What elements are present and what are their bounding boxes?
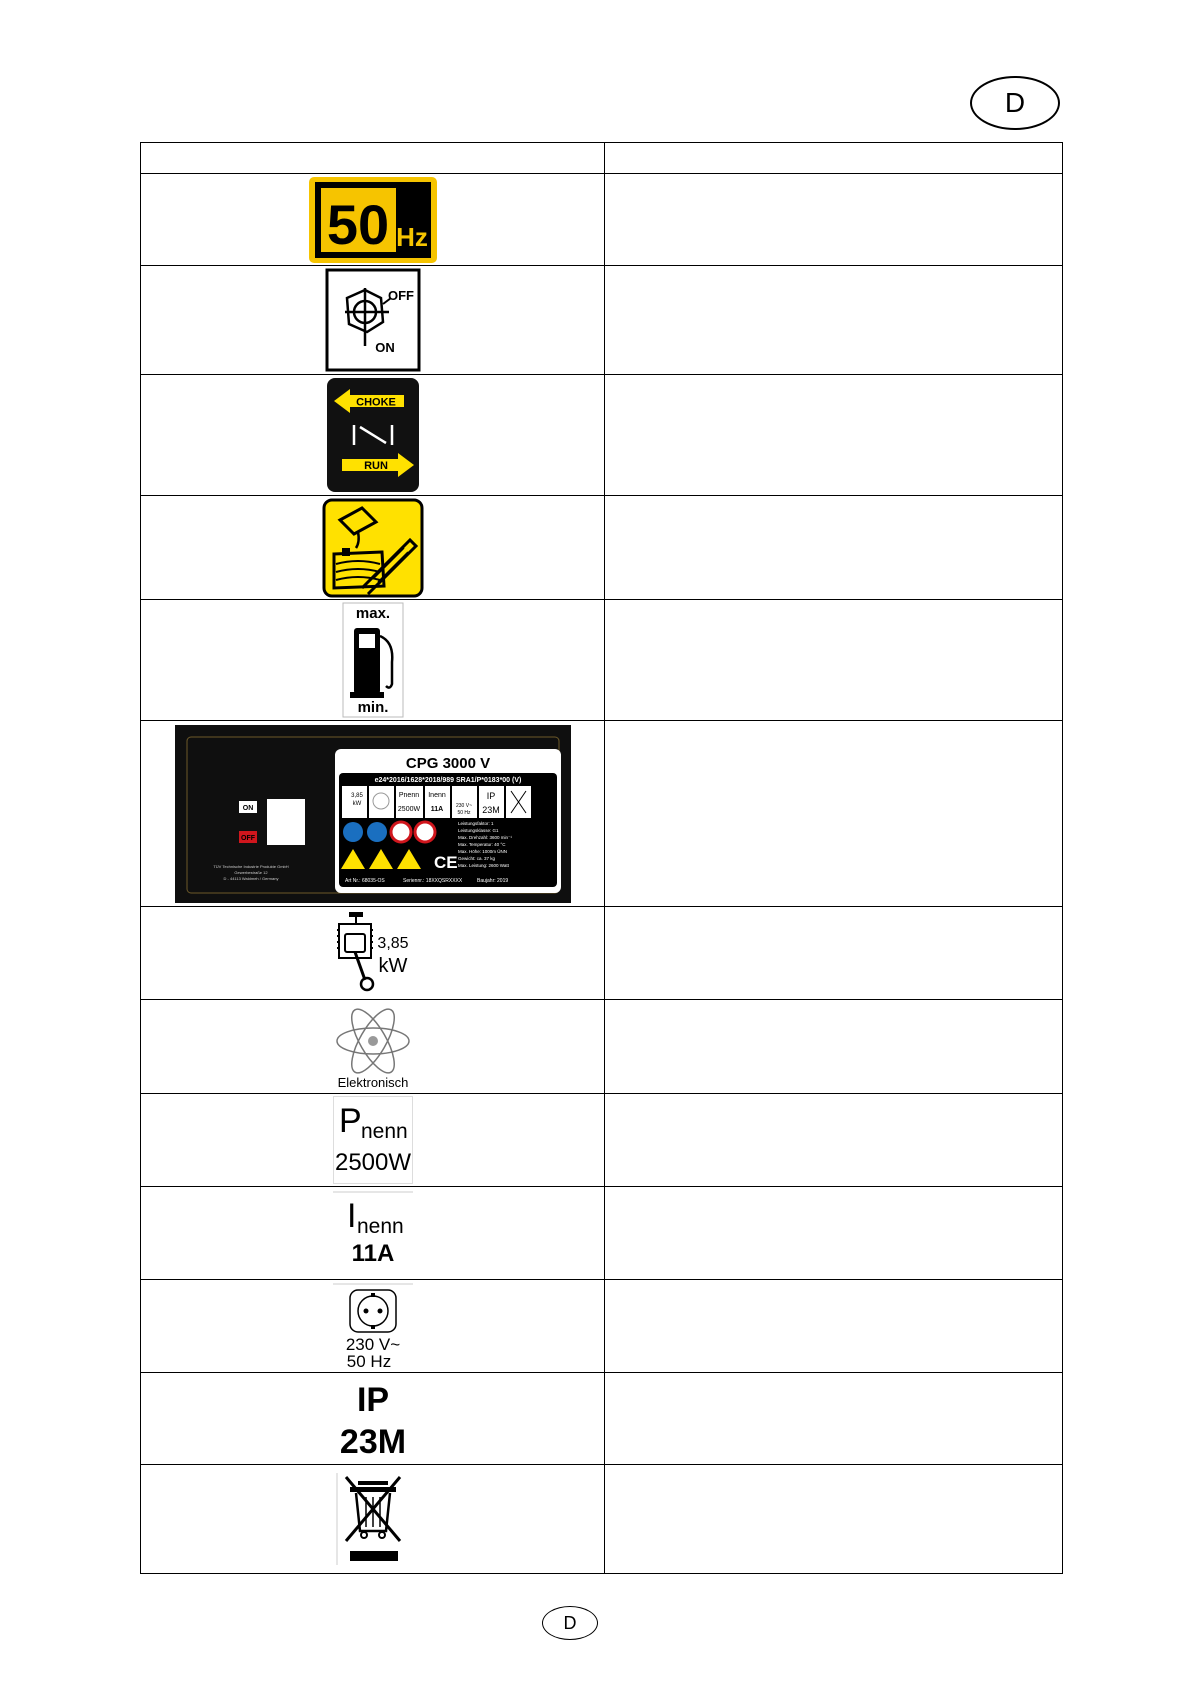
panel-on-label: ON (242, 804, 253, 812)
spec-line-7: Max. Leistung: 2600 Watt (457, 862, 509, 868)
rated-power-icon (333, 1096, 413, 1184)
symbol-cell (141, 907, 605, 1000)
plate-ip: IP (486, 790, 495, 801)
choke-label: CHOKE (355, 396, 396, 409)
fuel-max-label: max. (355, 605, 390, 622)
electronic-ignition-icon (328, 1003, 418, 1091)
description-cell (605, 174, 1063, 266)
table-header-row (141, 143, 1063, 174)
choke-lever-icon (326, 377, 420, 493)
symbol-cell (141, 1000, 605, 1094)
description-cell (605, 721, 1063, 907)
oil-fill-icon (322, 498, 424, 598)
spec-line-6: Gewicht: ca. 37 kg (457, 855, 495, 861)
description-cell (605, 375, 1063, 496)
manufacturer-line-1: TÜV Technische Industrie Produkte GmbH (212, 863, 289, 869)
table-row (141, 721, 1063, 907)
plate-i-value: 11A (430, 805, 443, 813)
description-cell (605, 1094, 1063, 1187)
control-panel-image (175, 725, 571, 903)
engine-power-unit: kW (378, 955, 407, 977)
manufacturer-line-2: Gewerbestraße 12 (233, 869, 268, 875)
symbol-table (140, 142, 1063, 1574)
protection-class-icon (333, 1375, 413, 1463)
approval-number: e24*2016/1628*2018/989 SRA1/P*0183*00 (V) (374, 776, 521, 784)
table-row (141, 1465, 1063, 1574)
table-row (141, 266, 1063, 375)
serial-number: Seriennr.: 18XXQSRXXXX (402, 877, 462, 884)
fuel-level-icon (342, 602, 404, 718)
rated-current-symbol: I (346, 1197, 356, 1235)
symbol-cell (141, 600, 605, 721)
table-row (141, 1187, 1063, 1280)
header-symbol-cell (141, 143, 605, 174)
engine-power-value: 3,85 (376, 935, 409, 952)
protection-ip-label: IP (356, 1380, 389, 1419)
table-row (141, 1280, 1063, 1373)
manufacturer-line-3: D - 44113 Waldmeh / Germany (223, 875, 278, 881)
table-row (141, 907, 1063, 1000)
plate-kw-unit: kW (352, 800, 361, 807)
socket-frequency: 50 Hz (346, 1352, 391, 1370)
socket-icon (333, 1282, 413, 1370)
symbol-cell (141, 174, 605, 266)
table-row (141, 600, 1063, 721)
description-cell (605, 1465, 1063, 1574)
engine-power-icon (333, 910, 413, 996)
description-cell (605, 496, 1063, 600)
fuel-valve-icon (325, 268, 421, 372)
model-name: CPG 3000 V (405, 754, 490, 772)
rated-power-subscript: nenn (360, 1120, 408, 1143)
frequency-value: 50 (326, 192, 389, 256)
rated-current-icon (333, 1189, 413, 1277)
spec-line-4: Max. Temperatur: 40 °C (457, 841, 505, 847)
rated-current-value: 11A (351, 1240, 394, 1267)
rated-power-symbol: P (338, 1102, 362, 1140)
electronic-label: Elektronisch (337, 1074, 408, 1090)
spec-line-3: Max. Drehzahl: 3600 min⁻¹ (457, 834, 512, 840)
table-row (141, 375, 1063, 496)
description-cell (605, 600, 1063, 721)
language-badge: D (970, 76, 1060, 130)
description-cell (605, 907, 1063, 1000)
description-cell (605, 1280, 1063, 1373)
spec-line-1: Leistungsfaktor: 1 (457, 820, 494, 826)
run-label: RUN (363, 460, 388, 472)
description-cell (605, 1373, 1063, 1465)
plate-p-rated: Pnenn (398, 791, 419, 799)
article-number: Art Nr.: 68035-OS (344, 877, 385, 884)
symbol-cell (141, 1187, 605, 1280)
description-cell (605, 1000, 1063, 1094)
spec-line-2: Leistungsklasse: G1 (457, 827, 499, 833)
table-row (141, 496, 1063, 600)
frequency-unit: Hz (395, 221, 428, 252)
footer-language-badge: D (542, 1606, 598, 1640)
symbol-cell (141, 1280, 605, 1373)
panel-off-label: OFF (240, 834, 255, 842)
protection-ip-value: 23M (339, 1422, 406, 1461)
plate-kw-value: 3,85 (350, 792, 363, 799)
symbol-cell (141, 375, 605, 496)
table-row (141, 174, 1063, 266)
table-row (141, 1000, 1063, 1094)
socket-voltage: 230 V~ (345, 1335, 400, 1354)
svg-text:CE: CE (433, 852, 458, 872)
symbol-cell (141, 721, 605, 907)
header-description-cell (605, 143, 1063, 174)
rated-current-subscript: nenn (356, 1215, 404, 1238)
build-year: Baujahr: 2019 (476, 877, 508, 884)
description-cell (605, 266, 1063, 375)
plate-hz: 50 Hz (456, 809, 471, 816)
symbol-cell (141, 1373, 605, 1465)
rated-power-value: 2500W (334, 1149, 411, 1176)
plate-i-rated: Inenn (427, 791, 446, 799)
table-row (141, 1094, 1063, 1187)
frequency-50hz-icon (308, 176, 438, 264)
table-row (141, 1373, 1063, 1465)
on-label: ON (374, 340, 395, 355)
plate-volt: 230 V~ (455, 802, 472, 809)
symbol-cell (141, 1094, 605, 1187)
fuel-min-label: min. (357, 699, 388, 716)
symbol-cell (141, 496, 605, 600)
symbol-cell (141, 1465, 605, 1574)
weee-disposal-icon (336, 1471, 410, 1567)
symbol-cell (141, 266, 605, 375)
off-label: OFF (387, 288, 414, 303)
plate-p-value: 2500W (397, 805, 420, 813)
plate-ip-value: 23M (481, 804, 500, 815)
spec-line-5: Max. Höhe: 1000m ÜNN (457, 848, 507, 854)
description-cell (605, 1187, 1063, 1280)
